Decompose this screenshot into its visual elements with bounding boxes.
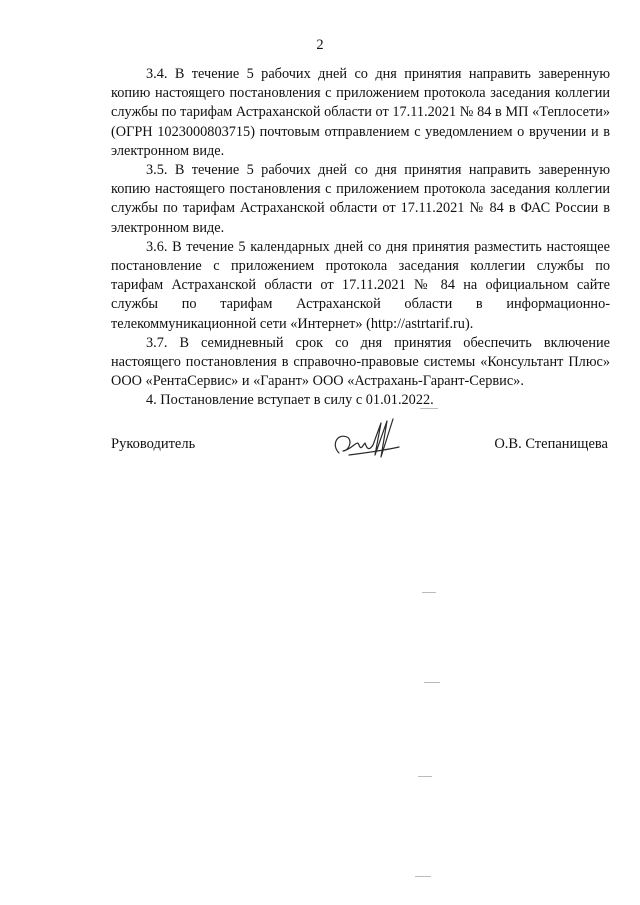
paragraph-3-7: 3.7. В семидневный срок со дня принятия обеспечить включение настоящего постановления в справочно-правовые системы «Консультант Плюс» ООО «РентаСервис» и «Гарант» ООО «Астрахань-Гарант-Сервис». — [111, 334, 610, 390]
signer-title: Руководитель — [111, 436, 196, 452]
scan-artifact — [420, 408, 438, 409]
paragraph-3-4: 3.4. В течение 5 рабочих дней со дня принятия направить заверенную копию настоящего постановления с приложением протокола заседания коллегии службы по тарифам Астраханской области от 17.11.2021 № 84 в МП «Теплосети» (ОГРН 1023000803715) почтовым отправлением с уведомлением о вручении и в электронном виде. — [111, 66, 610, 159]
paragraph-4: 4. Постановление вступает в силу с 01.01.2022. — [146, 392, 434, 409]
signature-block — [111, 415, 610, 475]
signer-name: О.В. Степанищева — [494, 436, 608, 452]
scan-artifact — [418, 776, 432, 777]
scan-artifact — [424, 682, 440, 683]
scan-artifact — [415, 876, 431, 877]
handwritten-signature — [329, 415, 409, 465]
page-number: 2 — [316, 37, 324, 53]
document-body — [111, 65, 610, 411]
paragraph-3-5: 3.5. В течение 5 рабочих дней со дня принятия направить заверенную копию настоящего постановления с приложением протокола заседания коллегии службы по тарифам Астраханской области от 17.11.2021 № 84 в ФАС России в электронном виде. — [111, 162, 610, 236]
paragraph-3-6: 3.6. В течение 5 календарных дней со дня принятия разместить настоящее постановление с приложением протокола заседания коллегии службы по тарифам Астраханской области от 17.11.2021 № 84 на официальном сайте службы по тарифам Астраханской области в информационно-телекоммуникационной сети «Интернет» (http://astrtarif.ru). — [111, 238, 610, 332]
scan-artifact — [422, 592, 436, 593]
